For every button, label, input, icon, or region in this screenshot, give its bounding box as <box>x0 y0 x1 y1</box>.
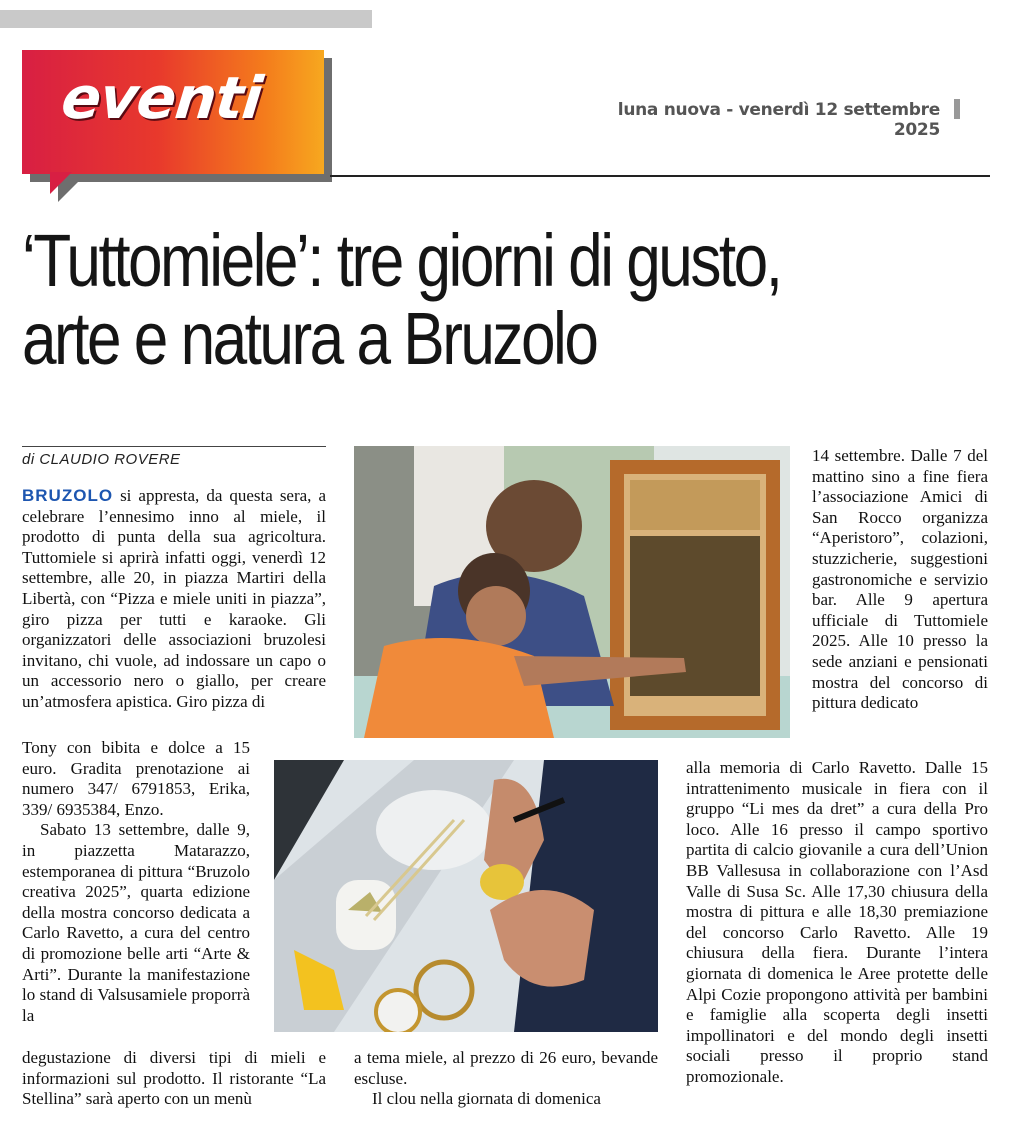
column-2-bottom <box>354 1048 658 1110</box>
article-paragraph-1 <box>22 486 326 713</box>
article-paragraph-1-cont: Tony con bibita e dolce a 15 euro. Gradita prenotazione ai numero 347/ 6791853, Erika, 339/ 6935384, Enzo. <box>22 738 250 819</box>
section-logo-tail <box>50 172 72 194</box>
article-paragraph-2: Sabato 13 settembre, dalle 9, in piazzetta Matarazzo, estemporanea di pittura “Bruzolo creativa 2025”, quarta edizione della mostra concorso dedicata a Carlo Ravetto, a cura del centro di promozione belle arti “Arte & Arti”. Durante la manifestazione lo stand di Valsusamiele proporrà la <box>22 820 250 1025</box>
dateline-bar <box>954 99 960 119</box>
header-rule <box>330 175 990 177</box>
photo-hands-honeycomb-image <box>274 760 658 1032</box>
section-label: eventi <box>58 64 265 132</box>
dateline-kicker: BRUZOLO <box>22 486 114 505</box>
photo-children-beehive-image <box>354 446 790 738</box>
photo-children-beehive <box>354 446 790 738</box>
column-1-narrow <box>22 738 250 1026</box>
article-paragraph-1-text: si appresta, da questa sera, a celebrare l’ennesimo inno al miele, il prodotto di punta della sua agricoltura. Tuttomiele si aprirà infatti oggi, venerdì 12 settembre, alle 20, in piazza Martiri della Libertà, con “Pizza e miele uniti in piazza”, giro pizza per tutti e karaoke. Gli organizzatori delle associazioni bruzolesi invitano, chi vuole, ad indossare un capo o un accessorio nero o giallo, per creare un’atmosfera apistica. Giro pizza di <box>22 486 326 711</box>
headline-line-1: ‘Tuttomiele’: tre giorni di gusto, <box>22 219 781 302</box>
article-paragraph-4-cont-2: alla memoria di Carlo Ravetto. Dalle 15 intrattenimento musicale in fiera con il gruppo “Li mes da dret” a cura della Pro loco. Alle 16 presso il campo sportivo partita di calcio giovanile a cura dell’Union BB Vallesusa in collaborazione con l’Asd Valle di Susa Sc. Alle 17,30 chiusura della mostra di pittura e alle 18,30 premiazione del concorso Carlo Ravetto. Alle 19 chiusura della fiera. Durante l’intera giornata di domenica le Aree protette delle Alpi Cozie propongono attività per bambini e famiglie alla scoperta degli insetti impollinatori e del mondo degli insetti sociali presso il proprio stand promozionale. <box>686 758 988 1086</box>
column-1-bottom <box>22 1048 326 1110</box>
article-paragraph-4-cont: 14 settembre. Dalle 7 del mattino sino a fine fiera l’associazione Amici di San Rocco organizza “Aperistoro”, colazioni, stuzzicherie, suggestioni gastronomiche e servizio bar. Alle 9 apertura ufficiale di Tuttomiele 2025. Alle 10 presso la sede anziani e pensionati mostra del concorso di pittura dedicato <box>812 446 988 713</box>
headline <box>22 219 845 380</box>
headline-line-2: arte e natura a Bruzolo <box>22 297 597 380</box>
dateline: luna nuova - venerdì 12 settembre 2025 <box>617 100 940 140</box>
column-3-wide <box>686 758 988 1088</box>
byline-rule <box>22 446 326 447</box>
byline: di CLAUDIO ROVERE <box>22 451 181 468</box>
photo-hands-honeycomb <box>274 760 658 1032</box>
top-gray-bar <box>0 10 372 28</box>
article-paragraph-4: Il clou nella giornata di domenica <box>372 1089 601 1109</box>
column-1-top <box>22 486 326 713</box>
article-paragraph-3: a tema miele, al prezzo di 26 euro, bevande escluse. <box>354 1048 658 1088</box>
article-paragraph-2-cont: degustazione di diversi tipi di mieli e informazioni sul prodotto. Il ristorante “La Stellina” sarà aperto con un menù <box>22 1048 326 1109</box>
column-3-narrow <box>812 446 988 714</box>
